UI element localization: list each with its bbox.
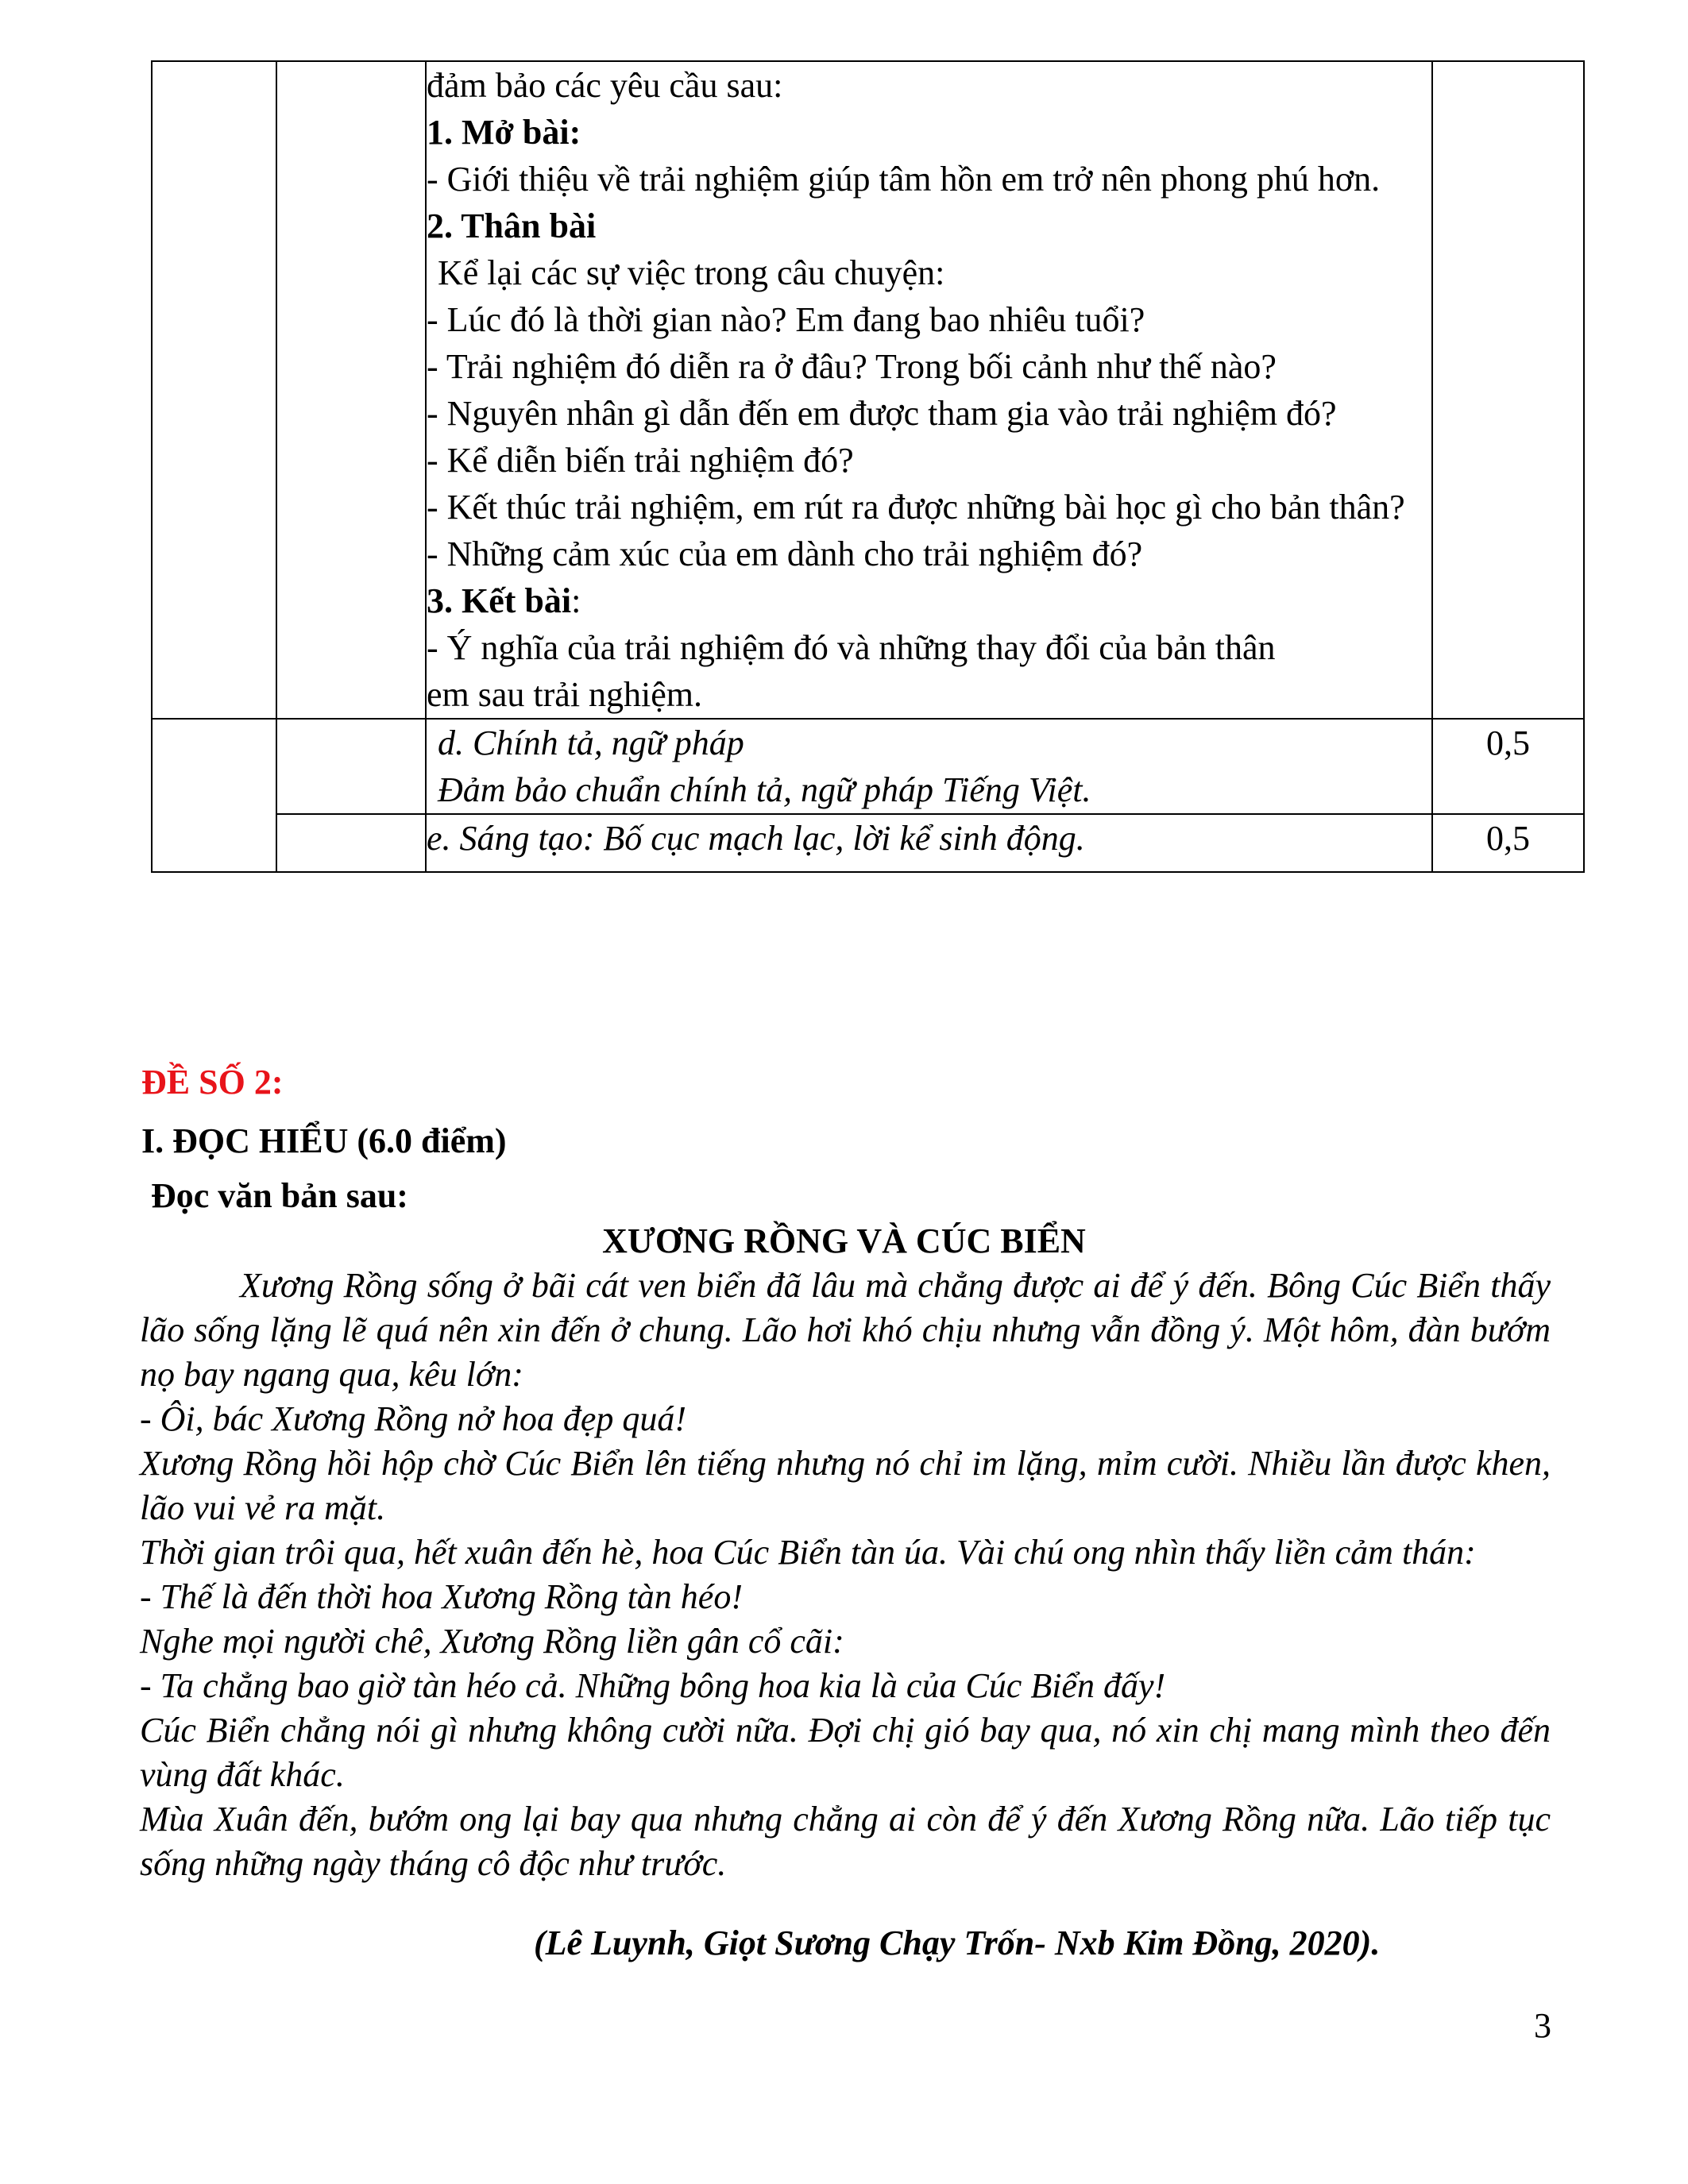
table-cell-empty	[152, 814, 276, 872]
story-title: XƯƠNG RỒNG VÀ CÚC BIỂN	[602, 1221, 1086, 1260]
content-line: - Nguyên nhân gì dẫn đến em được tham gia vào trải nghiệm đó?	[427, 394, 1337, 433]
table-cell-empty	[152, 719, 276, 814]
story-paragraph: Cúc Biển chẳng nói gì nhưng không cười nữa. Đợi chị gió bay qua, nó xin chị mang mình theo đến vùng đất khác.	[140, 1711, 1551, 1794]
table-row	[152, 814, 1584, 872]
grading-rubric-table	[151, 60, 1585, 873]
heading-colon: :	[571, 581, 581, 620]
story-paragraph: - Ta chẳng bao giờ tàn héo cả. Những bông hoa kia là của Cúc Biển đấy!	[140, 1666, 1166, 1705]
content-heading: 2. Thân bài	[427, 206, 597, 245]
content-line: - Kể diễn biến trải nghiệm đó?	[427, 441, 854, 480]
criterion-text: e. Sáng tạo: Bố cục mạch lạc, lời kể sinh động.	[427, 819, 1085, 858]
table-cell-content	[426, 719, 1432, 814]
story-paragraph: Mùa Xuân đến, bướm ong lại bay qua nhưng chẳng ai còn để ý đến Xương Rồng nữa. Lão tiếp tục sống những ngày tháng cô độc như trước.	[140, 1800, 1551, 1883]
table-cell-empty	[152, 61, 276, 719]
story-text	[140, 1264, 1551, 1886]
exam-title: ĐỀ SỐ 2:	[141, 1063, 284, 1102]
score-cell: 0,5	[1432, 719, 1584, 814]
table-cell-empty	[276, 61, 426, 719]
content-line: - Trải nghiệm đó diễn ra ở đâu? Trong bối cảnh như thế nào?	[427, 347, 1277, 386]
table-cell-empty	[276, 814, 426, 872]
story-paragraph: Xương Rồng sống ở bãi cát ven biển đã lâu mà chẳng được ai để ý đến. Bông Cúc Biển thấy lão sống lặng lẽ quá nên xin đến ở chung. Lão hơi khó chịu nhưng vẫn đồng ý. Một hôm, đàn bướm nọ bay ngang qua, kêu lớn:	[140, 1266, 1551, 1394]
content-line: Kể lại các sự việc trong câu chuyện:	[438, 253, 945, 292]
content-line: - Những cảm xúc của em dành cho trải nghiệm đó?	[427, 534, 1143, 573]
story-citation: (Lê Luynh, Giọt Sương Chạy Trốn- Nxb Kim Đồng, 2020).	[534, 1924, 1381, 1962]
score-cell: 0,5	[1432, 814, 1584, 872]
story-paragraph: Xương Rồng hồi hộp chờ Cúc Biển lên tiếng nhưng nó chỉ im lặng, mỉm cười. Nhiều lần được khen, lão vui vẻ ra mặt.	[140, 1444, 1551, 1527]
content-line: - Giới thiệu về trải nghiệm giúp tâm hồn em trở nên phong phú hơn.	[427, 160, 1381, 199]
content-line: - Lúc đó là thời gian nào? Em đang bao nhiêu tuổi?	[427, 300, 1145, 339]
story-paragraph: Nghe mọi người chê, Xương Rồng liền gân cổ cãi:	[140, 1622, 844, 1661]
content-line: đảm bảo các yêu cầu sau:	[427, 66, 783, 105]
content-line: - Kết thúc trải nghiệm, em rút ra được những bài học gì cho bản thân?	[427, 488, 1405, 527]
page-number: 3	[1534, 2006, 1551, 2045]
table-row	[152, 61, 1584, 719]
section-title: I. ĐỌC HIỂU (6.0 điểm)	[141, 1121, 507, 1160]
table-cell-empty	[276, 719, 426, 814]
criterion-text: Đảm bảo chuẩn chính tả, ngữ pháp Tiếng Việt.	[438, 770, 1091, 809]
content-heading-line	[427, 577, 1431, 624]
story-paragraph: Thời gian trôi qua, hết xuân đến hè, hoa Cúc Biển tàn úa. Vài chú ong nhìn thấy liền cảm thán:	[140, 1533, 1476, 1572]
table-row	[152, 719, 1584, 814]
content-heading: 1. Mở bài:	[427, 113, 581, 152]
story-paragraph: - Ôi, bác Xương Rồng nở hoa đẹp quá!	[140, 1399, 687, 1438]
story-paragraph: - Thế là đến thời hoa Xương Rồng tàn héo!	[140, 1577, 743, 1616]
criterion-title: d. Chính tả, ngữ pháp	[438, 723, 744, 762]
content-heading: 3. Kết bài	[427, 581, 572, 620]
table-cell-empty	[1432, 61, 1584, 719]
table-cell-content	[426, 61, 1432, 719]
reading-prompt: Đọc văn bản sau:	[151, 1176, 408, 1215]
content-line: - Ý nghĩa của trải nghiệm đó và những thay đổi của bản thân	[427, 628, 1276, 667]
table-cell-content	[426, 814, 1432, 872]
content-line: em sau trải nghiệm.	[427, 675, 703, 714]
